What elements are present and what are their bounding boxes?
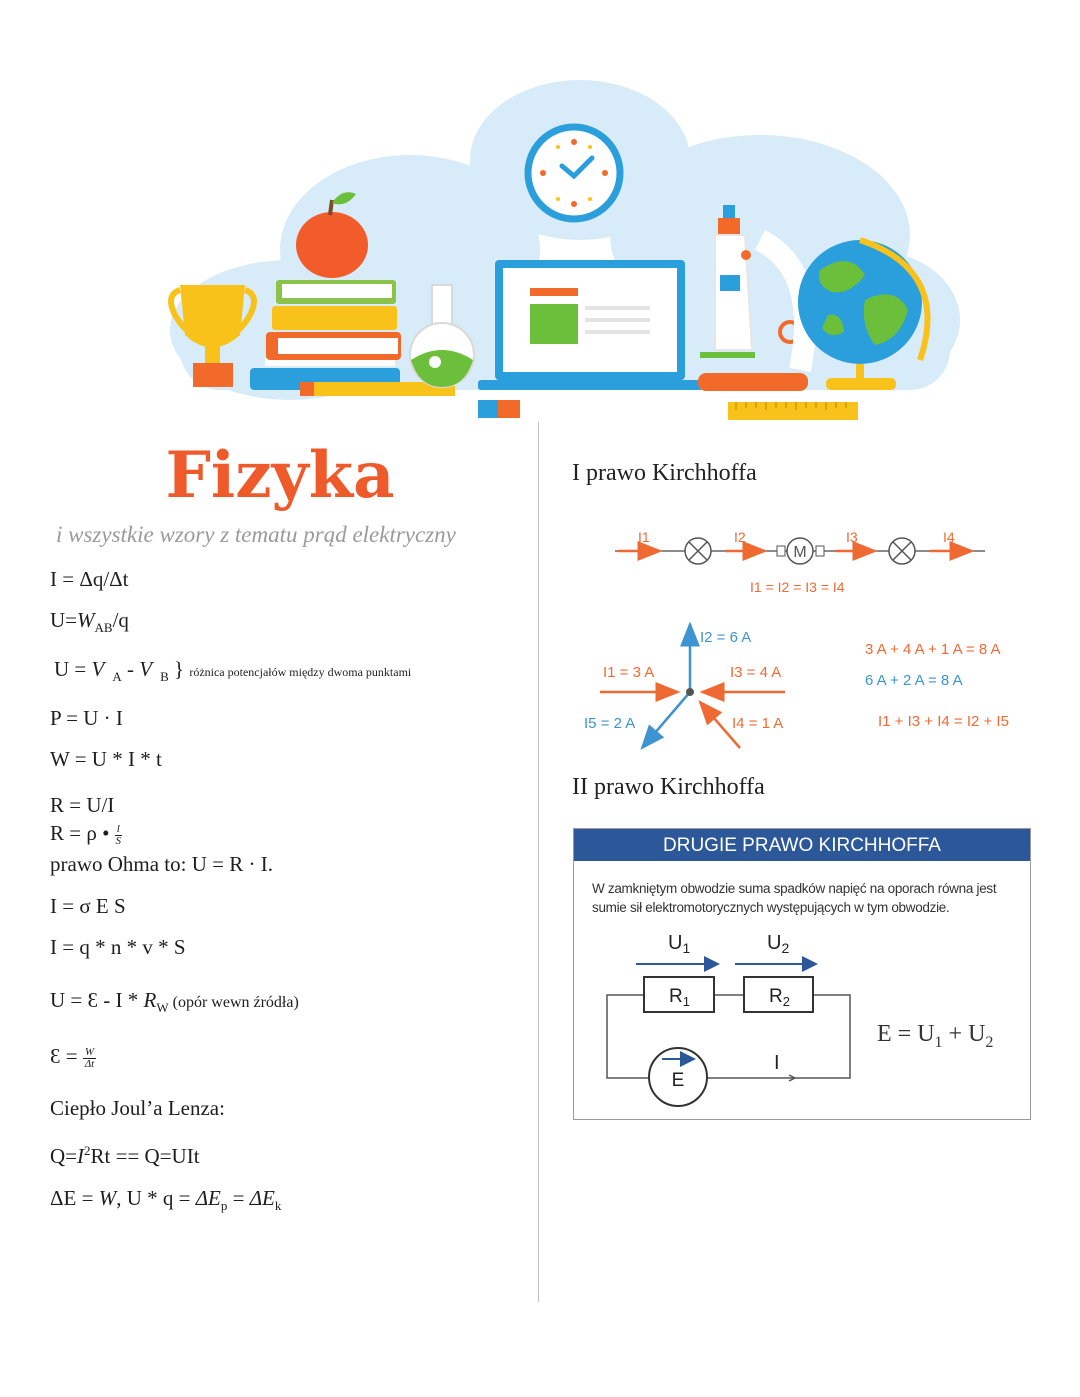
formula-text: Ɛ = xyxy=(50,1044,78,1068)
column-divider xyxy=(538,422,539,1302)
formula-text: V xyxy=(139,657,153,681)
voltage-label-u2: $U_2$ xyxy=(767,932,790,956)
formula-conductivity: I = σ E S xyxy=(50,894,126,918)
formula-resistance: R = U/I xyxy=(50,793,115,817)
series-circuit xyxy=(615,529,985,595)
page-subtitle: i wszystkie wzory z tematu prąd elektryczny xyxy=(56,522,456,547)
formula-text: /q xyxy=(112,608,129,632)
page-title: Fizyka xyxy=(165,438,395,513)
equation-subscript: 1 xyxy=(934,1033,943,1051)
formula-note: różnica potencjałów między dwoma punktami xyxy=(189,665,412,679)
formula-resistivity xyxy=(50,821,122,847)
kirchhoff-2-box-text: W zamkniętym obwodzie suma spadków napięć na oporach równa jest sumie sił elektromotorycznych występujących w tym obwodzie. xyxy=(592,881,997,915)
series-label-i3: I3 xyxy=(846,529,858,545)
formula-text: = xyxy=(227,1186,250,1210)
svg-text:R1: $R_1$ xyxy=(669,986,690,1009)
formula-text: U = xyxy=(54,657,92,681)
node-label-i3: I3 = 4 A xyxy=(730,664,782,681)
equation-text: E = U xyxy=(877,1021,935,1047)
node-label-i2: I2 = 6 A xyxy=(700,629,752,646)
lamp-icon xyxy=(889,538,915,564)
formula-superscript: 2 xyxy=(84,1143,91,1158)
formula-current: I = Δq/Δt xyxy=(50,567,129,591)
formula-text: I xyxy=(77,1144,85,1168)
formula-subscript: k xyxy=(274,1198,282,1214)
laptop-icon xyxy=(478,260,703,418)
kirchhoff-2-circuit xyxy=(594,925,884,1115)
formula-subscript: p xyxy=(220,1198,228,1214)
kirchhoff-2-box xyxy=(573,828,1031,1120)
joule-lenz-heading: Ciepło Joul’a Lenza: xyxy=(50,1096,225,1120)
kirchhoff-2-equation xyxy=(877,1021,993,1052)
node-label-i5: I5 = 2 A xyxy=(584,715,636,732)
formula-text: Q= xyxy=(50,1144,78,1168)
formula-fraction xyxy=(83,1047,96,1070)
sum-line-1: 3 A + 4 A + 1 A = 8 A xyxy=(865,641,1001,658)
fraction-denominator: S xyxy=(115,834,121,847)
formula-text: , U * q = xyxy=(116,1186,196,1210)
ruler-icon xyxy=(728,402,858,420)
sum-line-3: I1 + I3 + I4 = I2 + I5 xyxy=(878,713,1009,730)
formula-text: - xyxy=(121,657,140,681)
formula-text: R = ρ • xyxy=(50,821,110,845)
formula-text: R xyxy=(143,988,157,1012)
node-label-i4: I4 = 1 A xyxy=(732,715,784,732)
hero-illustration xyxy=(160,70,960,430)
lamp-icon xyxy=(685,538,711,564)
formula-text: W xyxy=(77,608,95,632)
formula-work: W = U * I * t xyxy=(50,747,162,771)
series-equation: I1 = I2 = I3 = I4 xyxy=(750,579,845,595)
fraction-numerator: W xyxy=(84,1045,95,1058)
formula-text: ΔE xyxy=(249,1186,275,1210)
formula-drift-current: I = q * n * v * S xyxy=(50,935,186,959)
kirchhoff-2-box-title: DRUGIE PRAWO KIRCHHOFFA xyxy=(574,829,1030,861)
formula-power: P = U · I xyxy=(50,706,123,730)
svg-text:R2: $R_2$ xyxy=(769,986,790,1009)
formula-fraction xyxy=(115,824,122,847)
series-label-i2: I2 xyxy=(734,529,746,545)
formula-text: ΔE xyxy=(195,1186,221,1210)
kirchhoff-1-heading: I prawo Kirchhoffa xyxy=(572,460,757,486)
formula-subscript: AB xyxy=(94,620,113,636)
formula-emf-voltage xyxy=(50,988,299,1016)
series-label-i1: I1 xyxy=(638,529,650,545)
formula-emf xyxy=(50,1044,96,1070)
motor-label: M xyxy=(793,544,807,561)
formula-ohm-law: prawo Ohma to: U = R · I. xyxy=(50,852,273,876)
formula-energy xyxy=(50,1186,281,1214)
sum-line-2: 6 A + 2 A = 8 A xyxy=(865,672,963,689)
resistor-r2 xyxy=(744,977,813,1012)
kirchhoff-1-diagrams xyxy=(560,520,1040,780)
formula-text: Rt == Q=UIt xyxy=(90,1144,200,1168)
kirchhoff-2-heading: II prawo Kirchhoffa xyxy=(572,774,765,800)
formula-text: W xyxy=(98,1186,117,1210)
formula-text: V xyxy=(91,657,105,681)
formula-subscript: B xyxy=(160,669,169,685)
formula-text: U = Ɛ - I * xyxy=(50,988,144,1012)
motor-icon xyxy=(777,538,824,564)
emf-source-label: E xyxy=(671,1070,685,1091)
formula-subscript: A xyxy=(112,669,122,685)
fraction-denominator: Δt xyxy=(84,1057,95,1070)
formula-text: ΔE = xyxy=(50,1186,99,1210)
node-label-i1: I1 = 3 A xyxy=(603,664,655,681)
formula-potential-difference xyxy=(54,657,411,685)
junction-diagram xyxy=(584,624,785,748)
formula-brace: } xyxy=(173,657,185,681)
formula-voltage-work xyxy=(50,608,129,636)
fraction-numerator: l xyxy=(116,822,120,835)
current-arrow-i5 xyxy=(642,692,690,748)
formula-text: U= xyxy=(50,608,78,632)
series-label-i4: I4 xyxy=(943,529,955,545)
formula-subscript: W xyxy=(156,1000,169,1016)
clock-icon xyxy=(528,127,620,219)
voltage-label-u1: $U_1$ xyxy=(668,932,691,956)
emf-source-icon xyxy=(649,1048,707,1106)
formula-note: (opór wewn źródła) xyxy=(168,994,299,1011)
formula-joule-heat xyxy=(50,1143,200,1169)
equation-subscript: 2 xyxy=(985,1033,994,1051)
resistor-r1 xyxy=(644,977,714,1012)
current-label: I xyxy=(774,1052,780,1074)
equation-text: + U xyxy=(942,1021,986,1047)
